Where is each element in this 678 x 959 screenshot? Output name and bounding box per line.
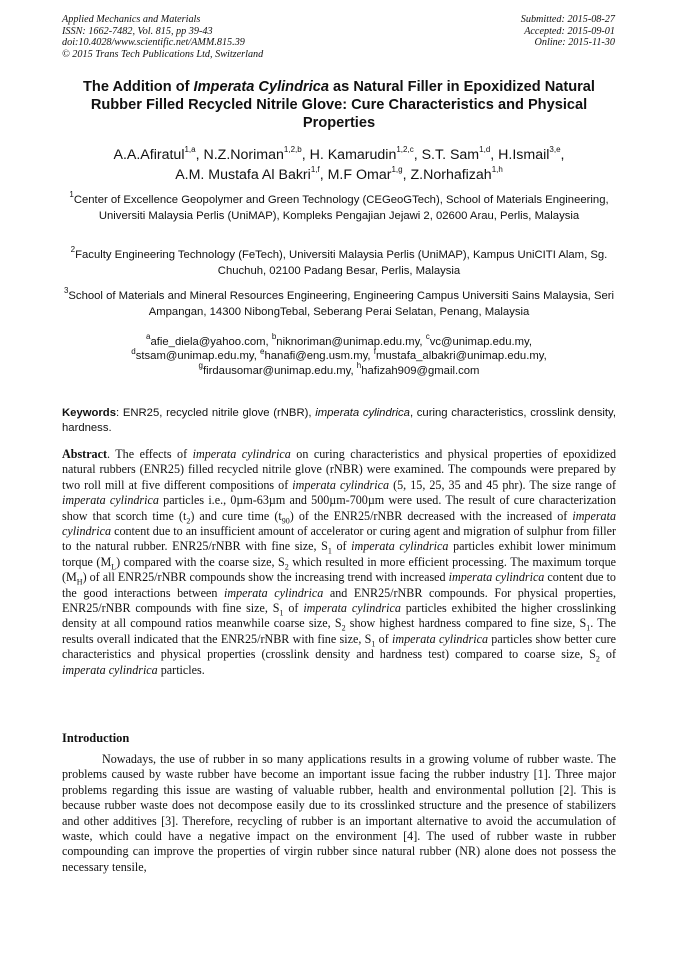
email[interactable]: $^d$stsam@unimap.edu.my xyxy=(131,346,254,363)
author: H.Ismail$^{3,e}$ xyxy=(498,145,561,163)
author: A.A.Afiratul$^{1,a}$ xyxy=(113,145,196,163)
email-list: $^a$afie_diela@yahoo.com, $^b$niknoriman@unimap.edu.my, $^c$vc@unimap.edu.my, $^d$stsam@unimap.edu.my, $^e$hanafi@eng.usm.my, $^f$mustafa_albakri@unimap.edu.my, $^g$firdausomar@unimap.edu.my, $^h$hafizah909@gmail.com xyxy=(131,332,547,377)
submitted-date: Submitted: 2015-08-27 xyxy=(520,14,615,25)
author: N.Z.Noriman$^{1,2,b}$ xyxy=(203,145,302,163)
accepted-date: Accepted: 2015-09-01 xyxy=(524,25,615,37)
author: S.T. Sam$^{1,d}$ xyxy=(421,145,491,163)
keywords: Keywords: ENR25, recycled nitrile glove (rNBR), imperata cylindrica, curing characteristics, crosslink density, hardness. xyxy=(62,407,616,435)
abstract: Abstract. The effects of imperata cylindrica on curing characteristics and physical properties of epoxidized natural rubbers (ENR25) filled recycled nitrile glove (rNBR) were examined. The compounds were prepared by two roll mill at five different compositions of imperata cylindrica (5, 15, 25, 35 and 45 phr). The size range of imperata cylindrica particles i.e., 0µm-63µm and 500µm-700µm were used. The result of cure characterization show that scorch time $(t_2)$ and cure time $(t_{90})$ of the ENR25/rNBR decreased with the increased of imperata cylindrica content due to an insufficient amount of accelerator or curing agent and migration of sulphur from filler to the natural rubber. ENR25/rNBR with fine size, $S_1$ of imperata cylindrica particles exhibit lower minimum torque $(M_L)$ compared with the coarse size, $S_2$ which resulted in more efficient processing. The maximum torque $(M_H)$ of all ENR25/rNBR compounds show the increasing trend with increased imperata cylindrica content due to the good interactions between imperata cylindrica and ENR25/rNBR compounds. For physical properties, ENR25/rNBR compounds with fine size, $S_1$ of imperata cylindrica particles exhibited the higher crosslinking density at all compound ratios meanwhile coarse size, $S_2$ show highest hardness compared to fine size, $S_1$. The results overall indicated that the ENR25/rNBR with fine size, $S_1$ of imperata cylindrica particles show better cure characteristics and physical properties (crosslink density and hardness test) compared to coarse size, $S_2$ of imperata cylindrica particles. xyxy=(62,447,617,677)
email[interactable]: $^f$mustafa_albakri@unimap.edu.my xyxy=(373,346,544,363)
paper-title: The Addition of Imperata Cylindrica as Natural Filler in Epoxidized Natural Rubber Filled Recycled Nitrile Glove: Cure Characteristics and Physical Properties xyxy=(83,79,595,132)
author: H. Kamarudin$^{1,2,c}$ xyxy=(309,145,414,163)
section-heading-introduction: Introduction xyxy=(62,731,130,745)
journal-copyright: © 2015 Trans Tech Publications Ltd, Switzerland xyxy=(62,48,264,60)
submission-dates xyxy=(521,14,615,49)
email[interactable]: $^b$niknoriman@unimap.edu.my xyxy=(271,332,420,348)
email[interactable]: $^a$afie_diela@yahoo.com xyxy=(146,332,266,348)
introduction-paragraph: Nowadays, the use of rubber in so many applications results in a growing volume of rubber waste. The problems caused by waste rubber have become an important issue facing the rubber industry [1]. Three major problems regarding this issue are wasting of valuable rubber, health and environmental pollution [2]. This is because rubber waste does not decompose easily due to its crosslinked structure and the presence of stabilizers and other additives [3]. Therefore, recycling of rubber is an important alternative to avoid the accumulation of waste, which could have a negative impact on the environment [4]. The used of rubber waste in rubber compounding can improve the properties of virgin rubber since natural rubber (NR) alone does not possess the necessary tensile, xyxy=(62,752,616,874)
email[interactable]: $^h$hafizah909@gmail.com xyxy=(356,361,480,377)
online-date: Online: 2015-11-30 xyxy=(534,37,615,49)
journal-doi[interactable]: doi:10.4028/www.scientific.net/AMM.815.39 xyxy=(62,37,245,49)
email[interactable]: $^e$hanafi@eng.usm.my xyxy=(260,346,368,363)
author: M.F Omar$^{1,g}$ xyxy=(327,165,403,183)
journal-name: Applied Mechanics and Materials xyxy=(62,14,201,25)
affiliation-3: $^3$School of Materials and Mineral Resources Engineering, Engineering Campus Universiti Sains Malaysia, Seri Ampangan, 14300 NibongTebal, Seberang Perai Selatan, Penang, Malaysia xyxy=(63,286,615,318)
affiliation-1: $^1$Center of Excellence Geopolymer and Green Technology (CEGeoGTech), School of Materials Engineering, Universiti Malaysia Perlis (UniMAP), Kompleks Pengajian Jejawi 2, 02600 Arau, Perlis, Malaysia xyxy=(69,190,609,222)
journal-header xyxy=(62,14,263,60)
author: A.M. Mustafa Al Bakri$^{1,f}$ xyxy=(175,165,320,183)
affiliation-2: $^2$Faculty Engineering Technology (FeTech), Universiti Malaysia Perlis (UniMAP), Kampus UniCITI Alam, Sg. Chuchuh, 02100 Padang Besar, Perlis, Malaysia xyxy=(70,245,608,277)
journal-issn: ISSN: 1662-7482, Vol. 815, pp 39-43 xyxy=(62,25,213,37)
email[interactable]: $^g$firdausomar@unimap.edu.my xyxy=(198,361,351,377)
email[interactable]: $^c$vc@unimap.edu.my xyxy=(425,332,529,348)
author-list: A.A.Afiratul$^{1,a}$, N.Z.Noriman$^{1,2,b}$, H. Kamarudin$^{1,2,c}$, S.T. Sam$^{1,d}$, H.Ismail$^{3,e}$, A.M. Mustafa Al Bakri$^{1,f}$, M.F Omar$^{1,g}$, Z.Norhafizah$^{1,h}$ xyxy=(113,145,565,183)
author: Z.Norhafizah$^{1,h}$ xyxy=(410,165,503,183)
